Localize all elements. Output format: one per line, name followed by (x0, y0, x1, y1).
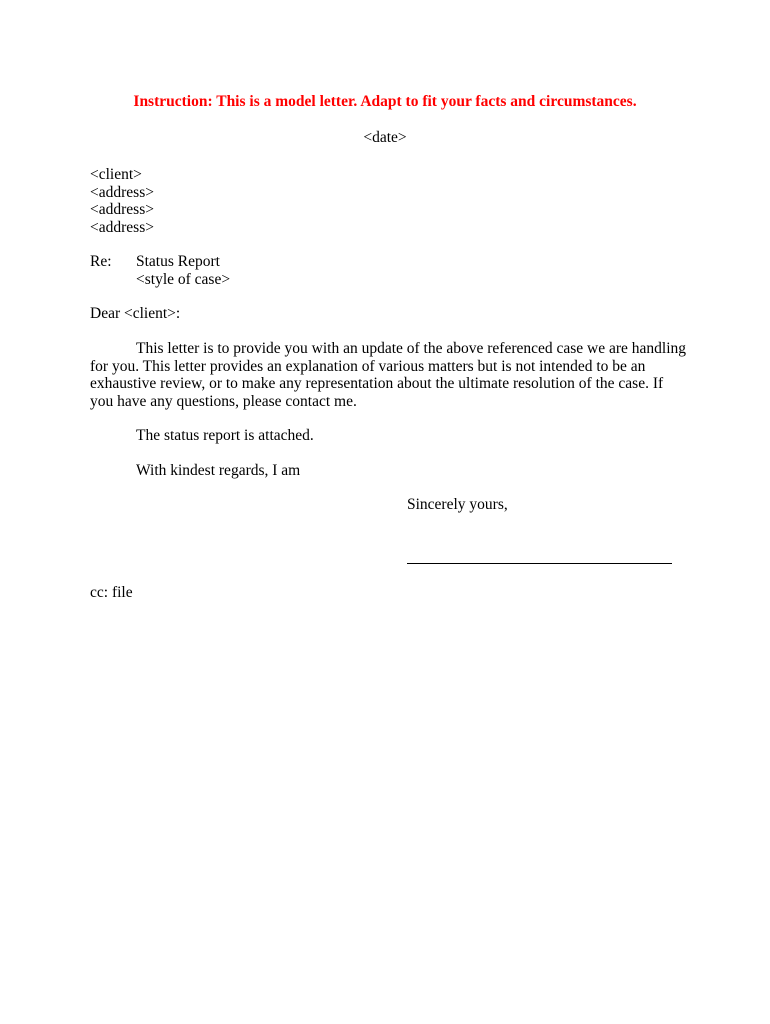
subject-lines (136, 253, 230, 288)
body-line: This letter is to provide you with an update of the above referenced case we are handling (136, 340, 687, 357)
letter-date: <date> (363, 129, 407, 146)
closing-line: With kindest regards, I am (136, 462, 301, 479)
instruction-note: Instruction: This is a model letter. Adapt to fit your facts and circumstances. (133, 93, 637, 110)
body-line: you have any questions, please contact me. (90, 392, 357, 410)
recipient-address-line: <address> (90, 183, 154, 201)
recipient-address-line: <address> (90, 218, 154, 236)
subject-case-style: <style of case> (136, 270, 231, 288)
body-paragraph (90, 340, 690, 410)
recipient-address-block (90, 166, 154, 236)
recipient-address-line: <address> (90, 201, 154, 218)
body-line: exhaustive review, or to make any representation about the ultimate resolution of the case. If (90, 375, 664, 392)
signoff: Sincerely yours, (407, 496, 508, 513)
recipient-name: <client> (90, 166, 142, 183)
subject-label: Re: (90, 253, 112, 270)
cc-line: cc: file (90, 584, 133, 601)
body-line: for you. This letter provides an explanation of various matters but is not intended to be an (90, 357, 646, 375)
signature-line (407, 563, 672, 564)
status-paragraph: The status report is attached. (136, 427, 314, 444)
salutation: Dear <client>: (90, 305, 181, 322)
subject-title: Status Report (136, 253, 220, 270)
